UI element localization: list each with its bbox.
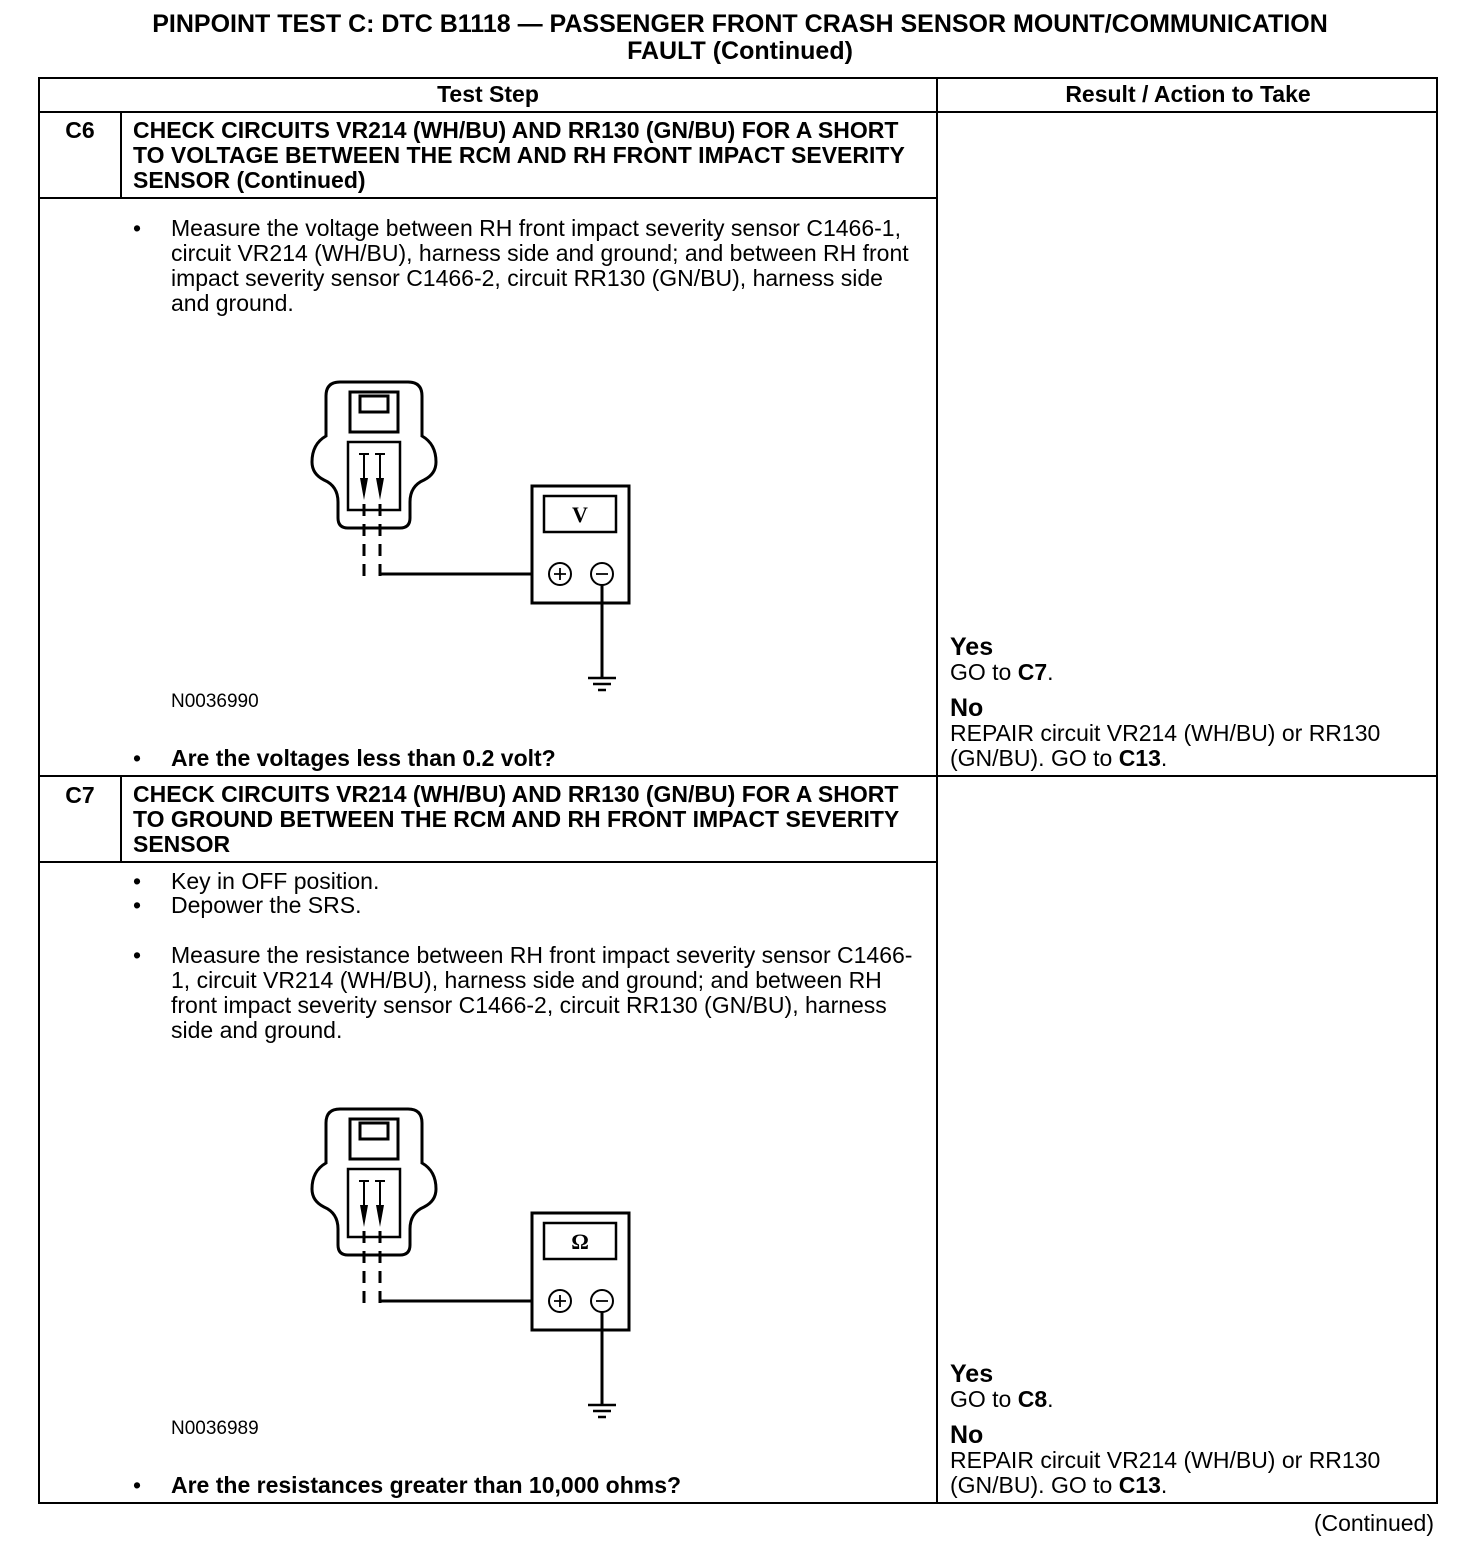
step-title-c7: CHECK CIRCUITS VR214 (WH/BU) AND RR130 (GN/BU) FOR A SHORT TO GROUND BETWEEN THE RCM AND RH FRONT IMPACT SEVERITY SENSOR [133,781,899,857]
no-label-c6: No [950,694,984,722]
step-row-divider [38,775,1438,777]
no-action-c7: REPAIR circuit VR214 (WH/BU) or RR130 (GN/BU). GO to C13. [950,1447,1381,1498]
step-id-c6: C6 [65,117,95,143]
step-title-c6: CHECK CIRCUITS VR214 (WH/BU) AND RR130 (GN/BU) FOR A SHORT TO VOLTAGE BETWEEN THE RCM AND RH FRONT IMPACT SEVERITY SENSOR (Continued) [133,117,905,193]
step-c6-bullet-1: • Measure the voltage between RH front impact severity sensor C1466-1, circuit VR214 (WH/BU), harness side and ground; and between RH front impact severity sensor C1466-2, circuit RR130 (GN/BU), harness side and ground. [133,215,909,316]
step-c7-bullet-3: • Measure the resistance between RH front impact severity sensor C1466-1, circuit VR214 (WH/BU), harness side and ground; and between RH front impact severity sensor C1466-2, circuit RR130 (GN/BU), harness side and ground. [133,942,913,1043]
yes-action-c6: GO to C7. [950,659,1054,685]
page-title-line-1: PINPOINT TEST C: DTC B1118 — PASSENGER FRONT CRASH SENSOR MOUNT/COMMUNICATION [152,10,1328,38]
figure-id-c6: N0036990 [171,691,259,712]
result-c6 [950,634,1435,771]
header-test-step: Test Step [437,81,539,107]
result-c7 [950,1361,1435,1498]
yes-label-c7: Yes [950,1360,994,1388]
meter-symbol: Ω [571,1229,589,1254]
figure-id-c7: N0036989 [171,1418,259,1439]
step-id-c7: C7 [65,782,95,808]
step-c7-bullet-1: • Key in OFF position. [133,868,380,894]
column-divider [936,77,938,1504]
voltmeter-connector-diagram-c6 [290,378,640,698]
step-c6-question: • Are the voltages less than 0.2 volt? [133,745,556,771]
step-title-divider-c6 [38,197,938,199]
header-divider [38,111,1438,113]
header-result: Result / Action to Take [1065,81,1311,107]
step-id-divider-c6 [120,111,122,199]
yes-action-c7: GO to C8. [950,1386,1054,1412]
meter-symbol: V [572,502,588,527]
step-c7-bullet-2: • Depower the SRS. [133,892,362,918]
no-label-c7: No [950,1421,984,1449]
ohmmeter-connector-diagram-c7 [290,1105,640,1425]
page-title [40,11,1440,65]
step-id-divider-c7 [120,775,122,863]
step-title-divider-c7 [38,861,938,863]
yes-label-c6: Yes [950,633,994,661]
step-c7-question: • Are the resistances greater than 10,000 ohms? [133,1472,682,1498]
page-title-line-2: FAULT (Continued) [627,37,853,65]
continued-note: (Continued) [1313,1510,1434,1536]
no-action-c6: REPAIR circuit VR214 (WH/BU) or RR130 (GN/BU). GO to C13. [950,720,1381,771]
